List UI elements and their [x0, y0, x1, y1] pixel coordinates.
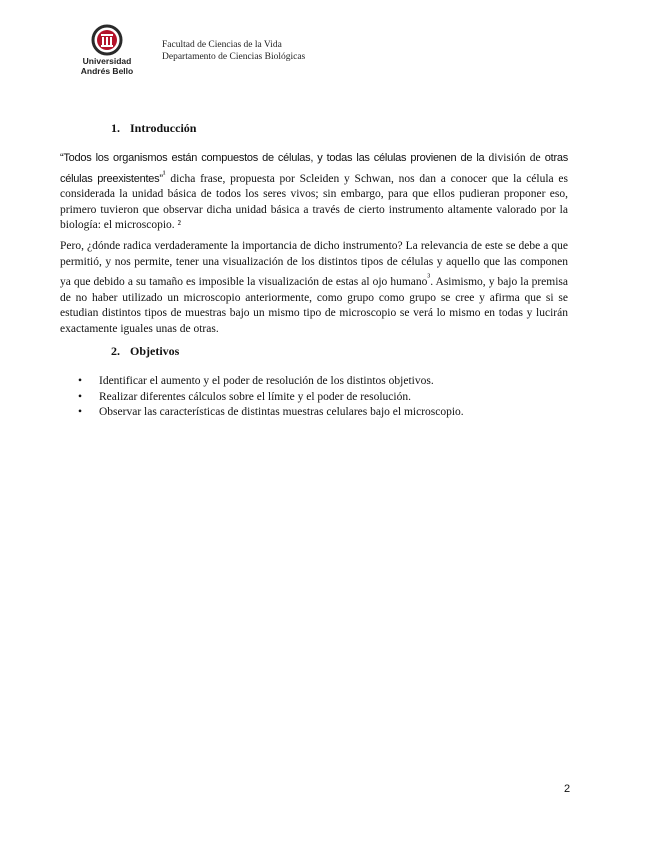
bullet-icon: • [78, 406, 83, 419]
paragraph-2-part-a: Pero, ¿dónde radica verdaderamente la importancia de dicho instrumento? La relevancia de este se debe a que permitió, y nos permite, tener una visualización de los distintos tipos de células y aquello que las componen ya que debido a su tamaño es imposible la visualización de estas al ojo humano [60, 240, 568, 289]
heading-title: Objetivos [130, 344, 180, 358]
logo-line-1: Universidad [82, 56, 132, 66]
university-logo [78, 24, 136, 76]
list-item [76, 390, 464, 406]
list-item [76, 374, 464, 390]
logo-line-2: Andrés Bello [80, 66, 134, 76]
paragraph-1-body: dicha frase, propuesta por Scleiden y Schwan, nos dan a conocer que la célula es considerada la unidad básica de todos los seres vivos; sin embargo, para que ellos pudieran proponer eso, primero tuvieron que observar dicha unidad básica a través de cierto instrumento altamente valorado por la biología: el microscopio. [60, 172, 568, 232]
intro-paragraph-2 [60, 239, 568, 337]
list-item-text: Identificar el aumento y el poder de resolución de los distintos objetivos. [99, 375, 434, 387]
heading-introduccion [111, 121, 196, 136]
footnote-1: ¹ [162, 168, 166, 180]
bullet-icon: • [78, 375, 83, 387]
list-item-text: Observar las características de distintas muestras celulares bajo el microscopio. [99, 406, 464, 419]
header-text [162, 39, 305, 63]
intro-paragraph-1 [60, 151, 568, 234]
list-item-text: Realizar diferentes cálculos sobre el límite y el poder de resolución. [99, 390, 411, 403]
heading-objetivos [111, 344, 179, 359]
heading-number: 1. [111, 121, 120, 135]
footnote-3: ³ [427, 272, 431, 284]
quote-text: “Todos los organismos están compuestos de células, y todas las células provienen de la [60, 152, 485, 164]
paragraph-2-part-b: . Asimismo, y bajo la premisa de no haber utilizado un microscopio anteriormente, como grupo como grupo se cree y afirma que si se estudian distintos tipos de muestras bajo un mismo tipo de microscopio se verá lo mismo en todas y lucirán exactamente iguales unas de otras. [60, 276, 568, 335]
quote-text-line2: otras células preexistentes” [60, 152, 568, 185]
list-item [76, 405, 464, 421]
university-seal-icon [90, 24, 124, 56]
heading-number: 2. [111, 344, 120, 358]
page-number: 2 [564, 783, 571, 795]
objectives-list [76, 374, 464, 421]
quote-tail: división de [484, 152, 541, 164]
footnote-2: ² [174, 219, 181, 232]
bullet-icon: • [78, 390, 83, 403]
faculty-name: Facultad de Ciencias de la Vida [162, 40, 282, 50]
heading-title: Introducción [130, 121, 197, 135]
department-name: Departamento de Ciencias Biológicas [162, 52, 306, 62]
